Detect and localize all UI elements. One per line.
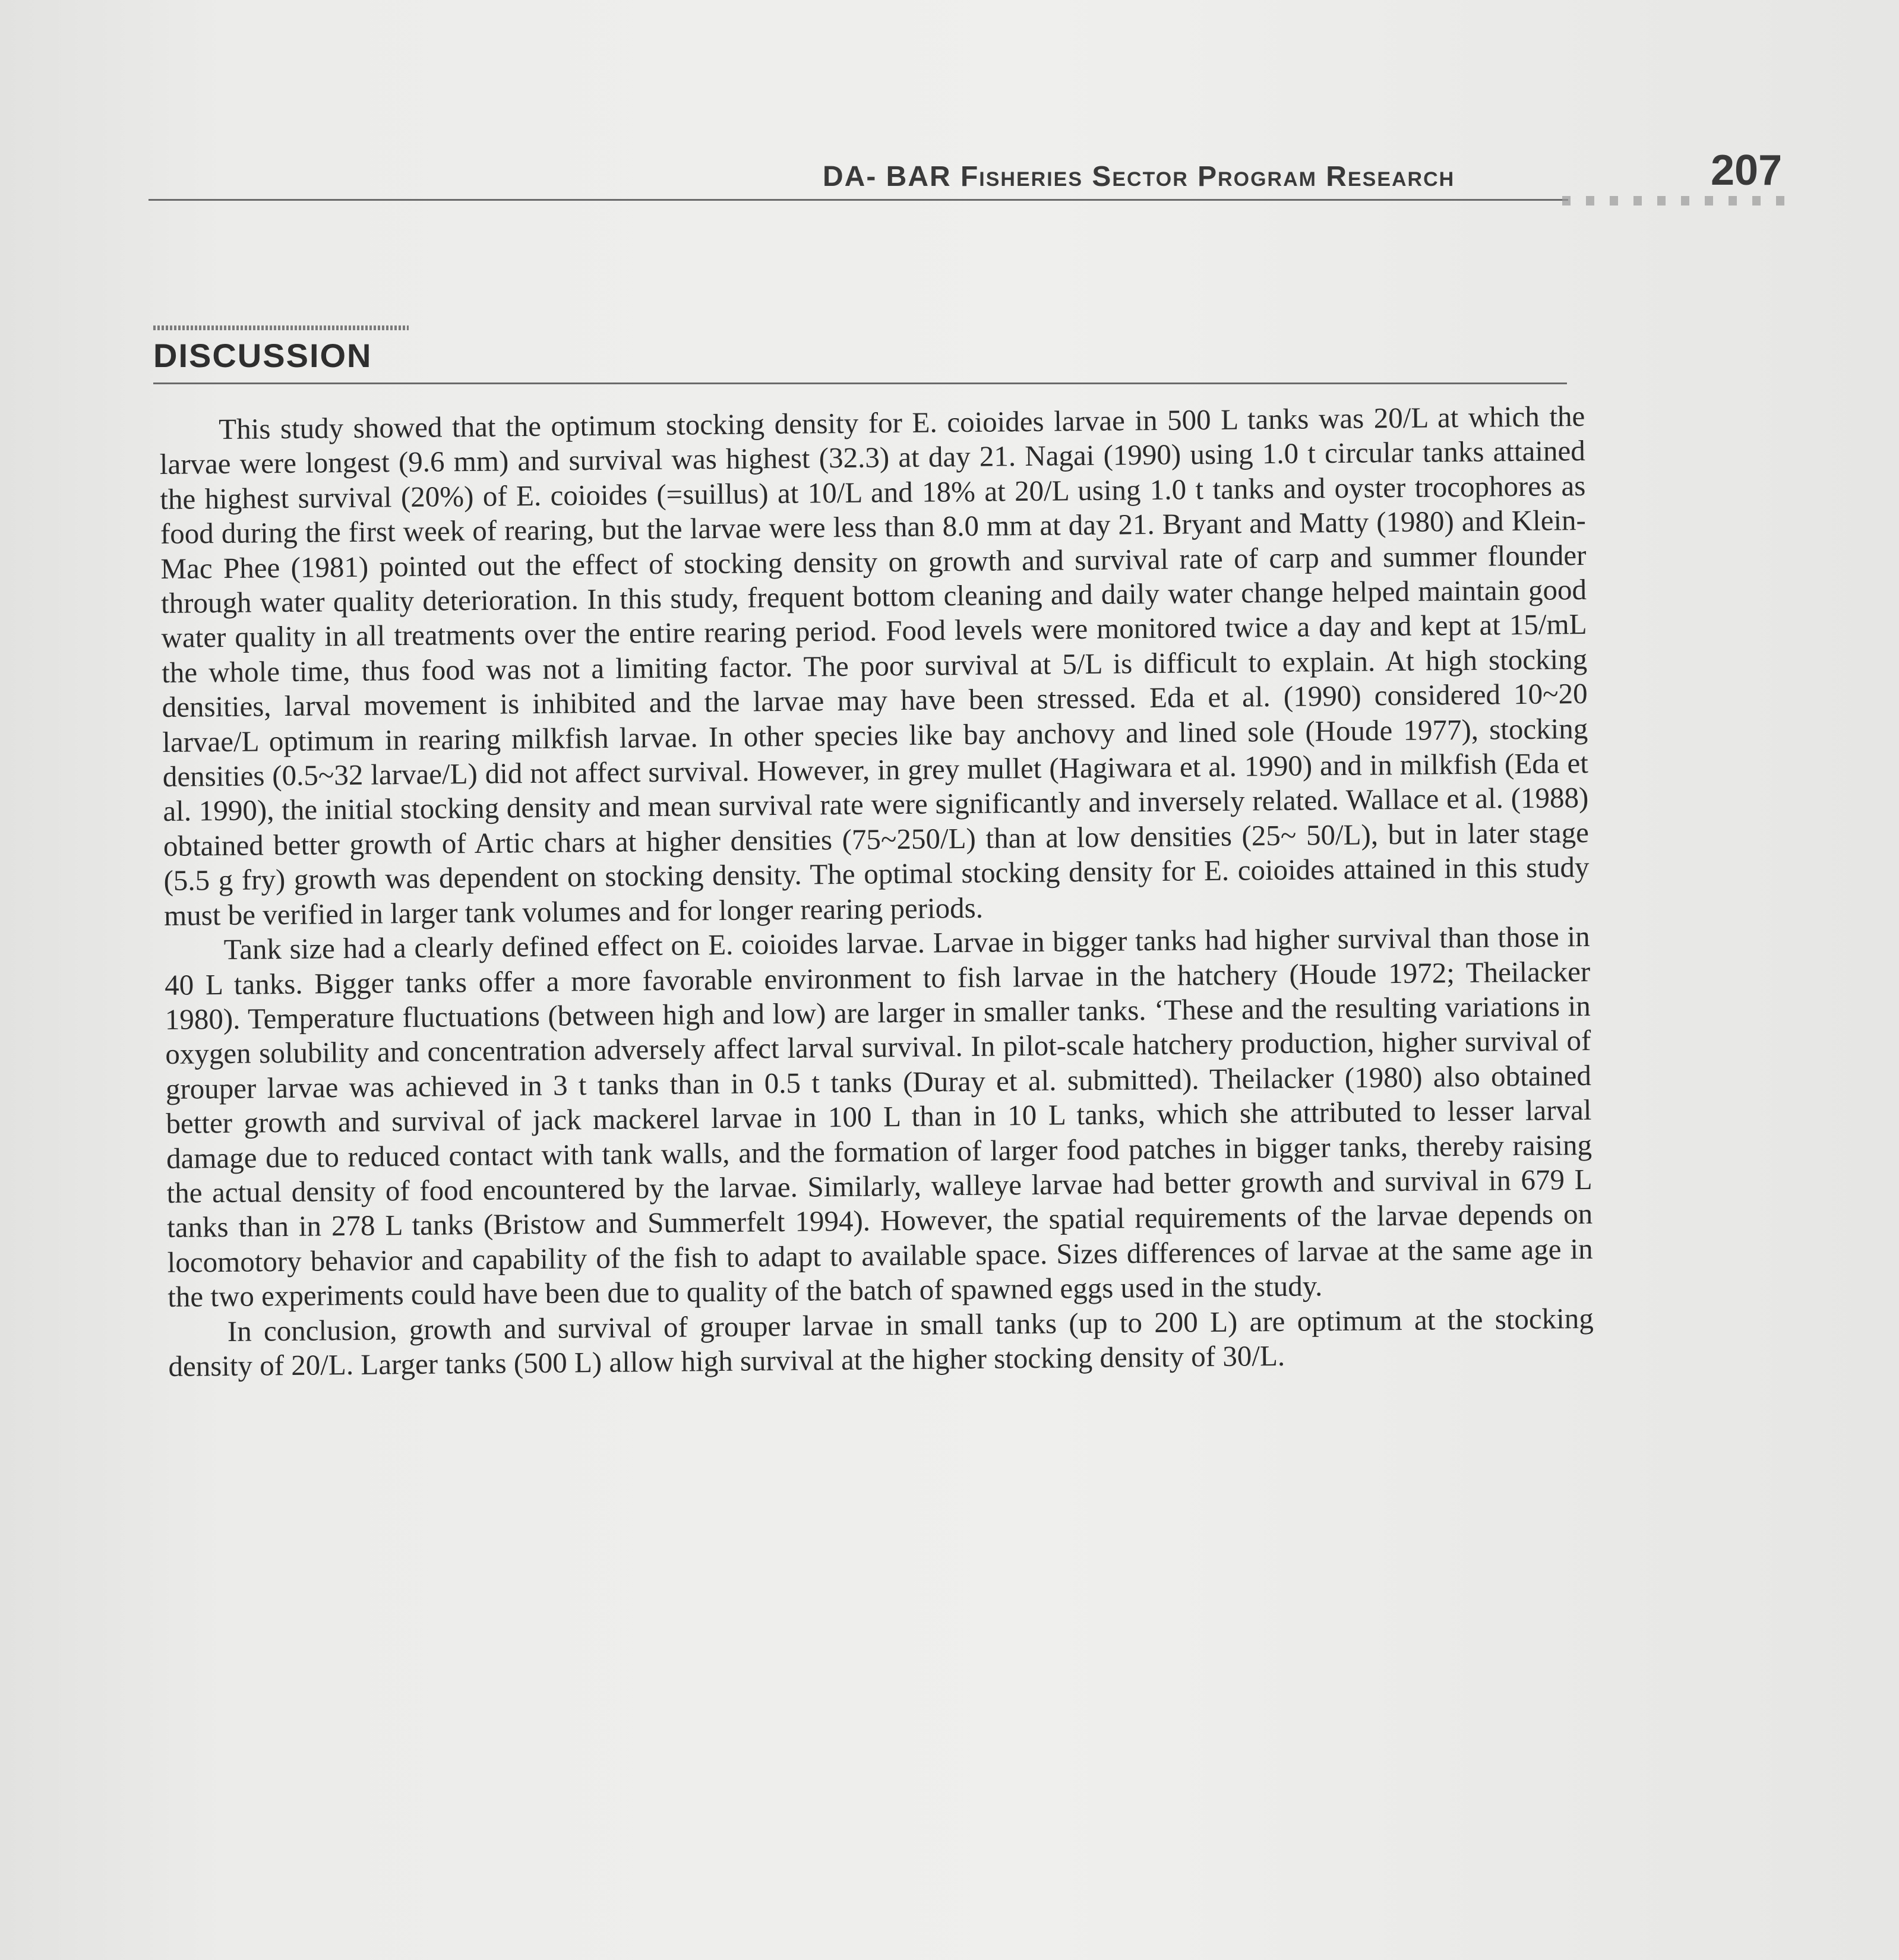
section-dot-ornament bbox=[153, 325, 409, 330]
running-header bbox=[148, 143, 1794, 208]
page-number: 207 bbox=[1711, 147, 1783, 194]
paragraph-conclusion: In conclusion, growth and survival of grouper larvae in small tanks (up to 200 L) are optimum at the stocking density of 20/L. Larger tanks (500 L) allow high survival at the higher stocking density of 30/L. bbox=[168, 1301, 1594, 1383]
header-title: DA- BAR Fisheries Sector Program Research bbox=[823, 161, 1455, 192]
discussion-section-heading bbox=[153, 325, 1567, 384]
section-rule bbox=[153, 382, 1567, 384]
discussion-body bbox=[159, 399, 1594, 1384]
paragraph-tank-size: Tank size had a clearly defined effect on E. coioides larvae. Larvae in bigger tanks had higher survival than those in 40 L tanks. Bigger tanks offer a more favorable environment to fish larvae in the hatchery (Houde 1972; Theilacker 1980). Temperature fluctuations (between high and low) are larger in smaller tanks. ‘These and the resulting variations in oxygen solubility and concentration adversely affect larval survival. In pilot-scale hatchery production, higher survival of grouper larvae was achieved in 3 t tanks than in 0.5 t tanks (Duray et al. submitted). Theilacker (1980) also obtained better growth and survival of jack mackerel larvae in 100 L than in 10 L tanks, which she attributed to lesser larval damage due to reduced contact with tank walls, and the formation of larger food patches in bigger tanks, thereby raising the actual density of food encountered by the larvae. Similarly, walleye larvae had better growth and survival in 679 L tanks than in 278 L tanks (Bristow and Summerfelt 1994). However, the spatial requirements of the larvae depends on locomotory behavior and capability of the fish to adapt to available space. Sizes differences of larvae at the same age in the two experiments could have been due to quality of the batch of spawned eggs used in the study. bbox=[164, 920, 1593, 1314]
header-rule bbox=[148, 199, 1568, 201]
paragraph-stocking-density: This study showed that the optimum stocking density for E. coioides larvae in 500 L tanks was 20/L at which the larvae were longest (9.6 mm) and survival was highest (32.3) at day 21. Nagai (1990) using 1.0 t circular tanks attained the highest survival (20%) of E. coioides (=suillus) at 10/L and 18% at 20/L using 1.0 t tanks and oyster trocophores as food during the first week of rearing, but the larvae were less than 8.0 mm at day 21. Bryant and Matty (1980) and Klein-Mac Phee (1981) pointed out the effect of stocking density on growth and survival rate of carp and summer flounder through water quality deterioration. In this study, frequent bottom cleaning and daily water change helped maintain good water quality in all treatments over the entire rearing period. Food levels were monitored twice a day and kept at 15/mL the whole time, thus food was not a limiting factor. The poor survival at 5/L is difficult to explain. At high stocking densities, larval movement is inhibited and the larvae may have been stressed. Eda et al. (1990) considered 10~20 larvae/L optimum in rearing milkfish larvae. In other species like bay anchovy and lined sole (Houde 1977), stocking densities (0.5~32 larvae/L) did not affect survival. However, in grey mullet (Hagiwara et al. 1990) and in milkfish (Eda et al. 1990), the initial stocking density and mean survival rate were significantly and inversely related. Wallace et al. (1988) obtained better growth of Artic chars at higher densities (75~250/L) than at low densities (25~ 50/L), but in later stage (5.5 g fry) growth was dependent on stocking density. The optimal stocking density for E. coioides attained in this study must be verified in larger tank volumes and for longer rearing periods. bbox=[159, 399, 1590, 932]
section-title: DISCUSSION bbox=[153, 337, 372, 374]
header-dot-ornament bbox=[1562, 196, 1800, 206]
